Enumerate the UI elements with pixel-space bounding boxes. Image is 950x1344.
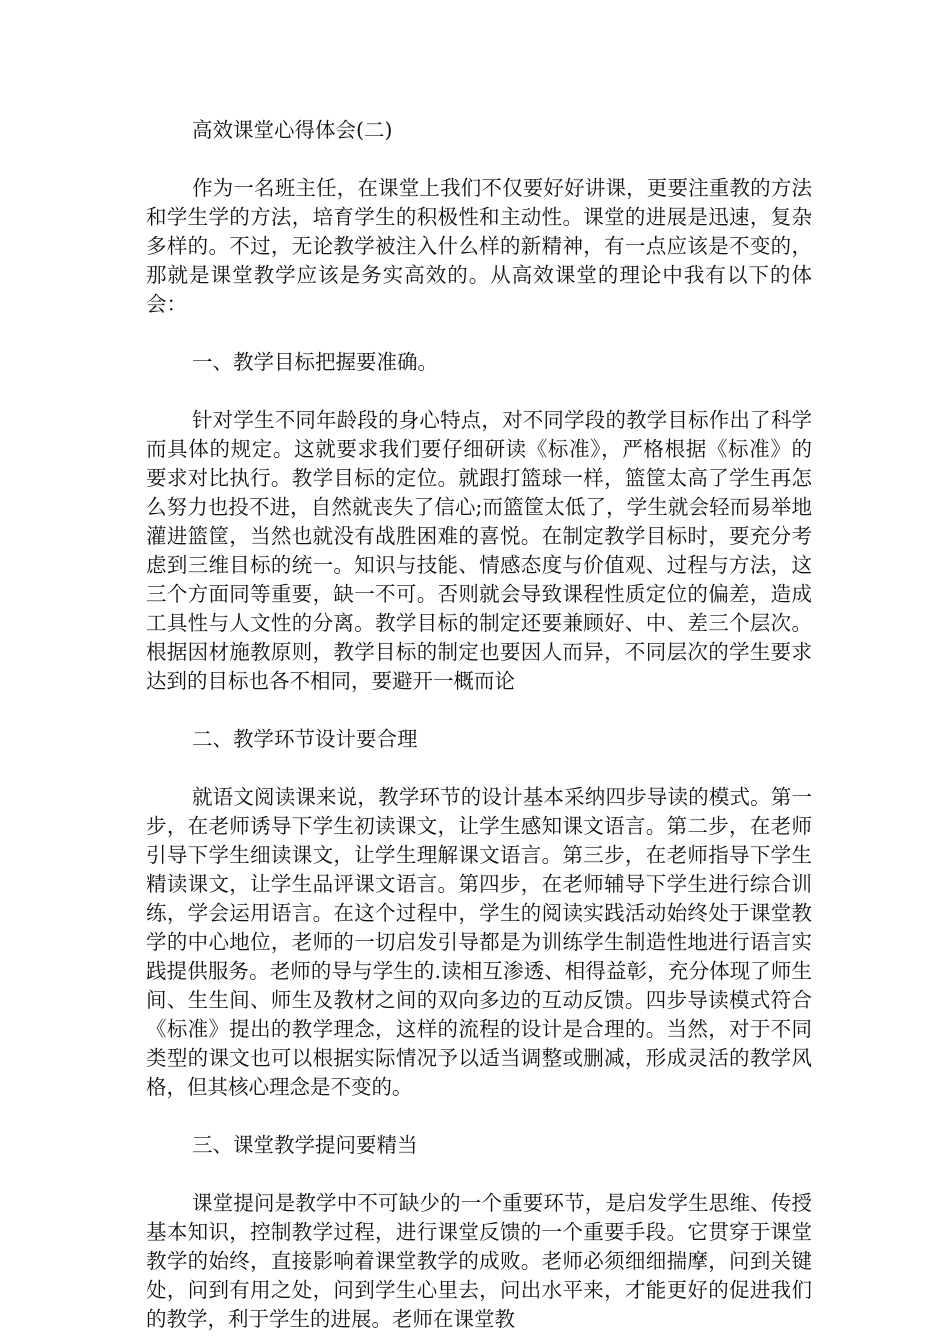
section-body-2: 就语文阅读课来说，教学环节的设计基本采纳四步导读的模式。第一步，在老师诱导下学生初读课文，让学生感知课文语言。第二步，在老师引导下学生细读课文，让学生理解课文语言。第三步，在老师指导下学生精读课文，让学生品评课文语言。第四步，在老师辅导下学生进行综合训练，学会运用语言。在这个过程中，学生的阅读实践活动始终处于课堂教学的中心地位，老师的一切启发引导都是为训练学生制造性地进行语言实践提供服务。老师的导与学生的.读相互渗透、相得益彰，充分体现了师生间、生生间、师生及教材之间的双向多边的互动反馈。四步导读模式符合《标准》提出的教学理念，这样的流程的设计是合理的。当然，对于不同类型的课文也可以根据实际情况予以适当调整或删减，形成灵活的教学风格，但其核心理念是不变的。: [146, 785, 812, 1099]
spacer: [146, 145, 812, 174]
section-heading-2: 二、教学环节设计要合理: [192, 727, 418, 751]
spacer: [146, 319, 812, 348]
spacer: [146, 754, 812, 783]
section-body-3: 课堂提问是教学中不可缺少的一个重要环节，是启发学生思维、传授基本知识，控制教学过程，进行课堂反馈的一个重要手段。它贯穿于课堂教学的始终，直接影响着课堂教学的成败。老师必须细细揣摩，问到关键处，问到有用之处，问到学生心里去，问出水平来，才能更好的促进我们的教学，利于学生的进展。老师在课堂教: [146, 1191, 812, 1331]
spacer: [146, 696, 812, 725]
document-page: [146, 116, 812, 1334]
spacer: [146, 377, 812, 406]
spacer: [146, 1160, 812, 1189]
spacer: [146, 1102, 812, 1131]
section-heading-3: 三、课堂教学提问要精当: [192, 1133, 418, 1157]
section-heading-1: 一、教学目标把握要准确。: [192, 350, 438, 374]
intro-paragraph: 作为一名班主任，在课堂上我们不仅要好好讲课，更要注重教的方法和学生学的方法，培育学生的积极性和主动性。课堂的进展是迅速，复杂多样的。不过，无论教学被注入什么样的新精神，有一点应该是不变的，那就是课堂教学应该是务实高效的。从高效课堂的理论中我有以下的体会：: [146, 176, 812, 316]
section-body-1: 针对学生不同年龄段的身心特点，对不同学段的教学目标作出了科学而具体的规定。这就要求我们要仔细研读《标准》，严格根据《标准》的要求对比执行。教学目标的定位。就跟打篮球一样，篮筐太高了学生再怎么努力也投不进，自然就丧失了信心;而篮筐太低了，学生就会轻而易举地灌进篮筐，当然也就没有战胜困难的喜悦。在制定教学目标时，要充分考虑到三维目标的统一。知识与技能、情感态度与价值观、过程与方法，这三个方面同等重要，缺一不可。否则就会导致课程性质定位的偏差，造成工具性与人文性的分离。教学目标的制定还要兼顾好、中、差三个层次。根据因材施教原则，教学目标的制定也要因人而异，不同层次的学生要求达到的目标也各不相同，要避开一概而论: [146, 408, 812, 693]
document-title: 高效课堂心得体会(二): [192, 118, 393, 142]
